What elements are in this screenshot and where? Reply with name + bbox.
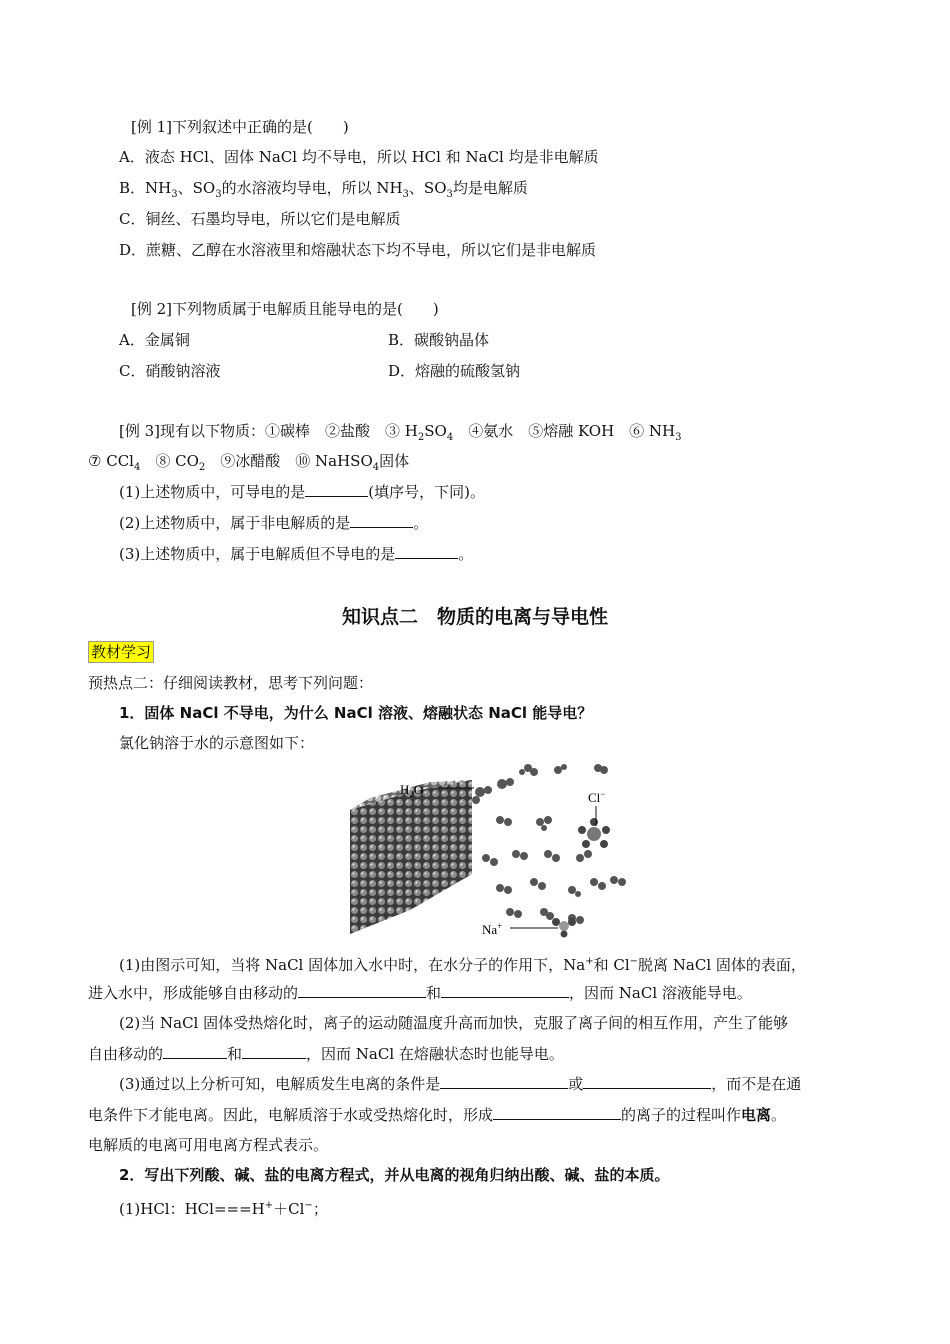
ex1-option-a: A．液态 HCl、固体 NaCl 均不导电，所以 HCl 和 NaCl 均是非电解质 bbox=[119, 148, 599, 166]
crystal-side-face bbox=[410, 780, 472, 910]
preview-intro: 预热点二：仔细阅读教材，思考下列问题： bbox=[88, 674, 374, 692]
answer-blank[interactable] bbox=[350, 513, 413, 528]
ex3-list-line2: ⑦ CCl$_4$ ⑧ $CO_2$ ⑨冰醋酸 ⑩ NaHSO$_4$固体 bbox=[88, 452, 410, 473]
paragraph-1-line2: 进入水中，形成能够自由移动的 和 ，因而 NaCl 溶液能导电。 bbox=[88, 984, 752, 1002]
diagram-caption: 氯化钠溶于水的示意图如下： bbox=[119, 734, 315, 752]
answer-blank[interactable] bbox=[583, 1074, 711, 1089]
chloride-label: Cl− bbox=[588, 789, 606, 805]
ex3-question-3: (3)上述物质中，属于电解质但不导电的是 。 bbox=[119, 545, 474, 563]
answer-blank[interactable] bbox=[242, 1044, 306, 1059]
answer-blank[interactable] bbox=[440, 1074, 568, 1089]
question-1-heading: 1．固体 NaCl 不导电，为什么 NaCl 溶液、熔融状态 NaCl 能导电？ bbox=[119, 704, 593, 722]
paragraph-3-line3: 电解质的电离可用电离方程式表示。 bbox=[88, 1136, 329, 1154]
h2o-label: $H_2O$ bbox=[400, 782, 424, 799]
paragraph-3-line2: 电条件下才能电离。因此，电解质溶于水或受热熔化时，形成 的离子的过程叫作电离。 bbox=[88, 1106, 787, 1124]
hydrated-chloride-cluster bbox=[578, 818, 610, 848]
ex2-option-c: C．硝酸钠溶液 bbox=[119, 362, 221, 380]
paragraph-2-line2: 自由移动的 和 ，因而 NaCl 在熔融状态时也能导电。 bbox=[88, 1045, 564, 1063]
answer-blank[interactable] bbox=[305, 482, 368, 497]
ex1-option-b: B．$NH_3$、$SO_3$的水溶液均导电，所以 $NH_3$、$SO_3$均是电解质 bbox=[119, 179, 528, 200]
ex3-list-line1: [例 3]现有以下物质：①碳棒 ②盐酸 ③ $H_2SO_4$ ④氨水 ⑤熔融 KOH ⑥ $NH_3$ bbox=[119, 422, 682, 443]
paragraph-1-line1: (1)由图示可知，当将 NaCl 固体加入水中时，在水分子的作用下，Na+和 Cl−脱离 NaCl 固体的表面， bbox=[119, 956, 806, 974]
ex1-option-d: D．蔗糖、乙醇在水溶液里和熔融状态下均不导电，所以它们是非电解质 bbox=[119, 241, 597, 259]
answer-blank[interactable] bbox=[441, 983, 569, 998]
textbook-study-badge: 教材学习 bbox=[88, 641, 154, 663]
answer-blank[interactable] bbox=[298, 983, 426, 998]
answer-blank[interactable] bbox=[395, 544, 458, 559]
section-title: 知识点二 物质的电离与导电性 bbox=[341, 606, 608, 628]
term-ionization: 电离 bbox=[741, 1106, 772, 1124]
ex1-stem: [例 1]下列叙述中正确的是( ) bbox=[131, 118, 349, 136]
equation-hcl: (1)HCl：HCl===H+＋Cl−； bbox=[119, 1200, 328, 1218]
ex1-option-c: C．铜丝、石墨均导电，所以它们是电解质 bbox=[119, 210, 401, 228]
ex2-option-d: D．熔融的硫酸氢钠 bbox=[388, 362, 521, 380]
ex3-question-2: (2)上述物质中，属于非电解质的是 。 bbox=[119, 514, 429, 532]
question-2-heading: 2．写出下列酸、碱、盐的电离方程式，并从电离的视角归纳出酸、碱、盐的本质。 bbox=[119, 1166, 670, 1184]
answer-blank[interactable] bbox=[163, 1044, 227, 1059]
sodium-label: Na+ bbox=[482, 921, 503, 937]
paragraph-3-line1: (3)通过以上分析可知，电解质发生电离的条件是 或 ，而不是在通 bbox=[119, 1075, 802, 1093]
ex2-option-b: B．碳酸钠晶体 bbox=[388, 331, 490, 349]
nacl-dissolution-diagram bbox=[350, 762, 635, 940]
ex2-option-a: A．金属铜 bbox=[119, 331, 190, 349]
paragraph-2-line1: (2)当 NaCl 固体受热熔化时，离子的运动随温度升高而加快，克服了离子间的相互作用，产生了能够 bbox=[119, 1014, 789, 1032]
answer-blank[interactable] bbox=[493, 1105, 621, 1120]
ex2-stem: [例 2]下列物质属于电解质且能导电的是( ) bbox=[131, 300, 439, 318]
ex3-question-1: (1)上述物质中，可导电的是 (填序号，下同)。 bbox=[119, 483, 485, 501]
